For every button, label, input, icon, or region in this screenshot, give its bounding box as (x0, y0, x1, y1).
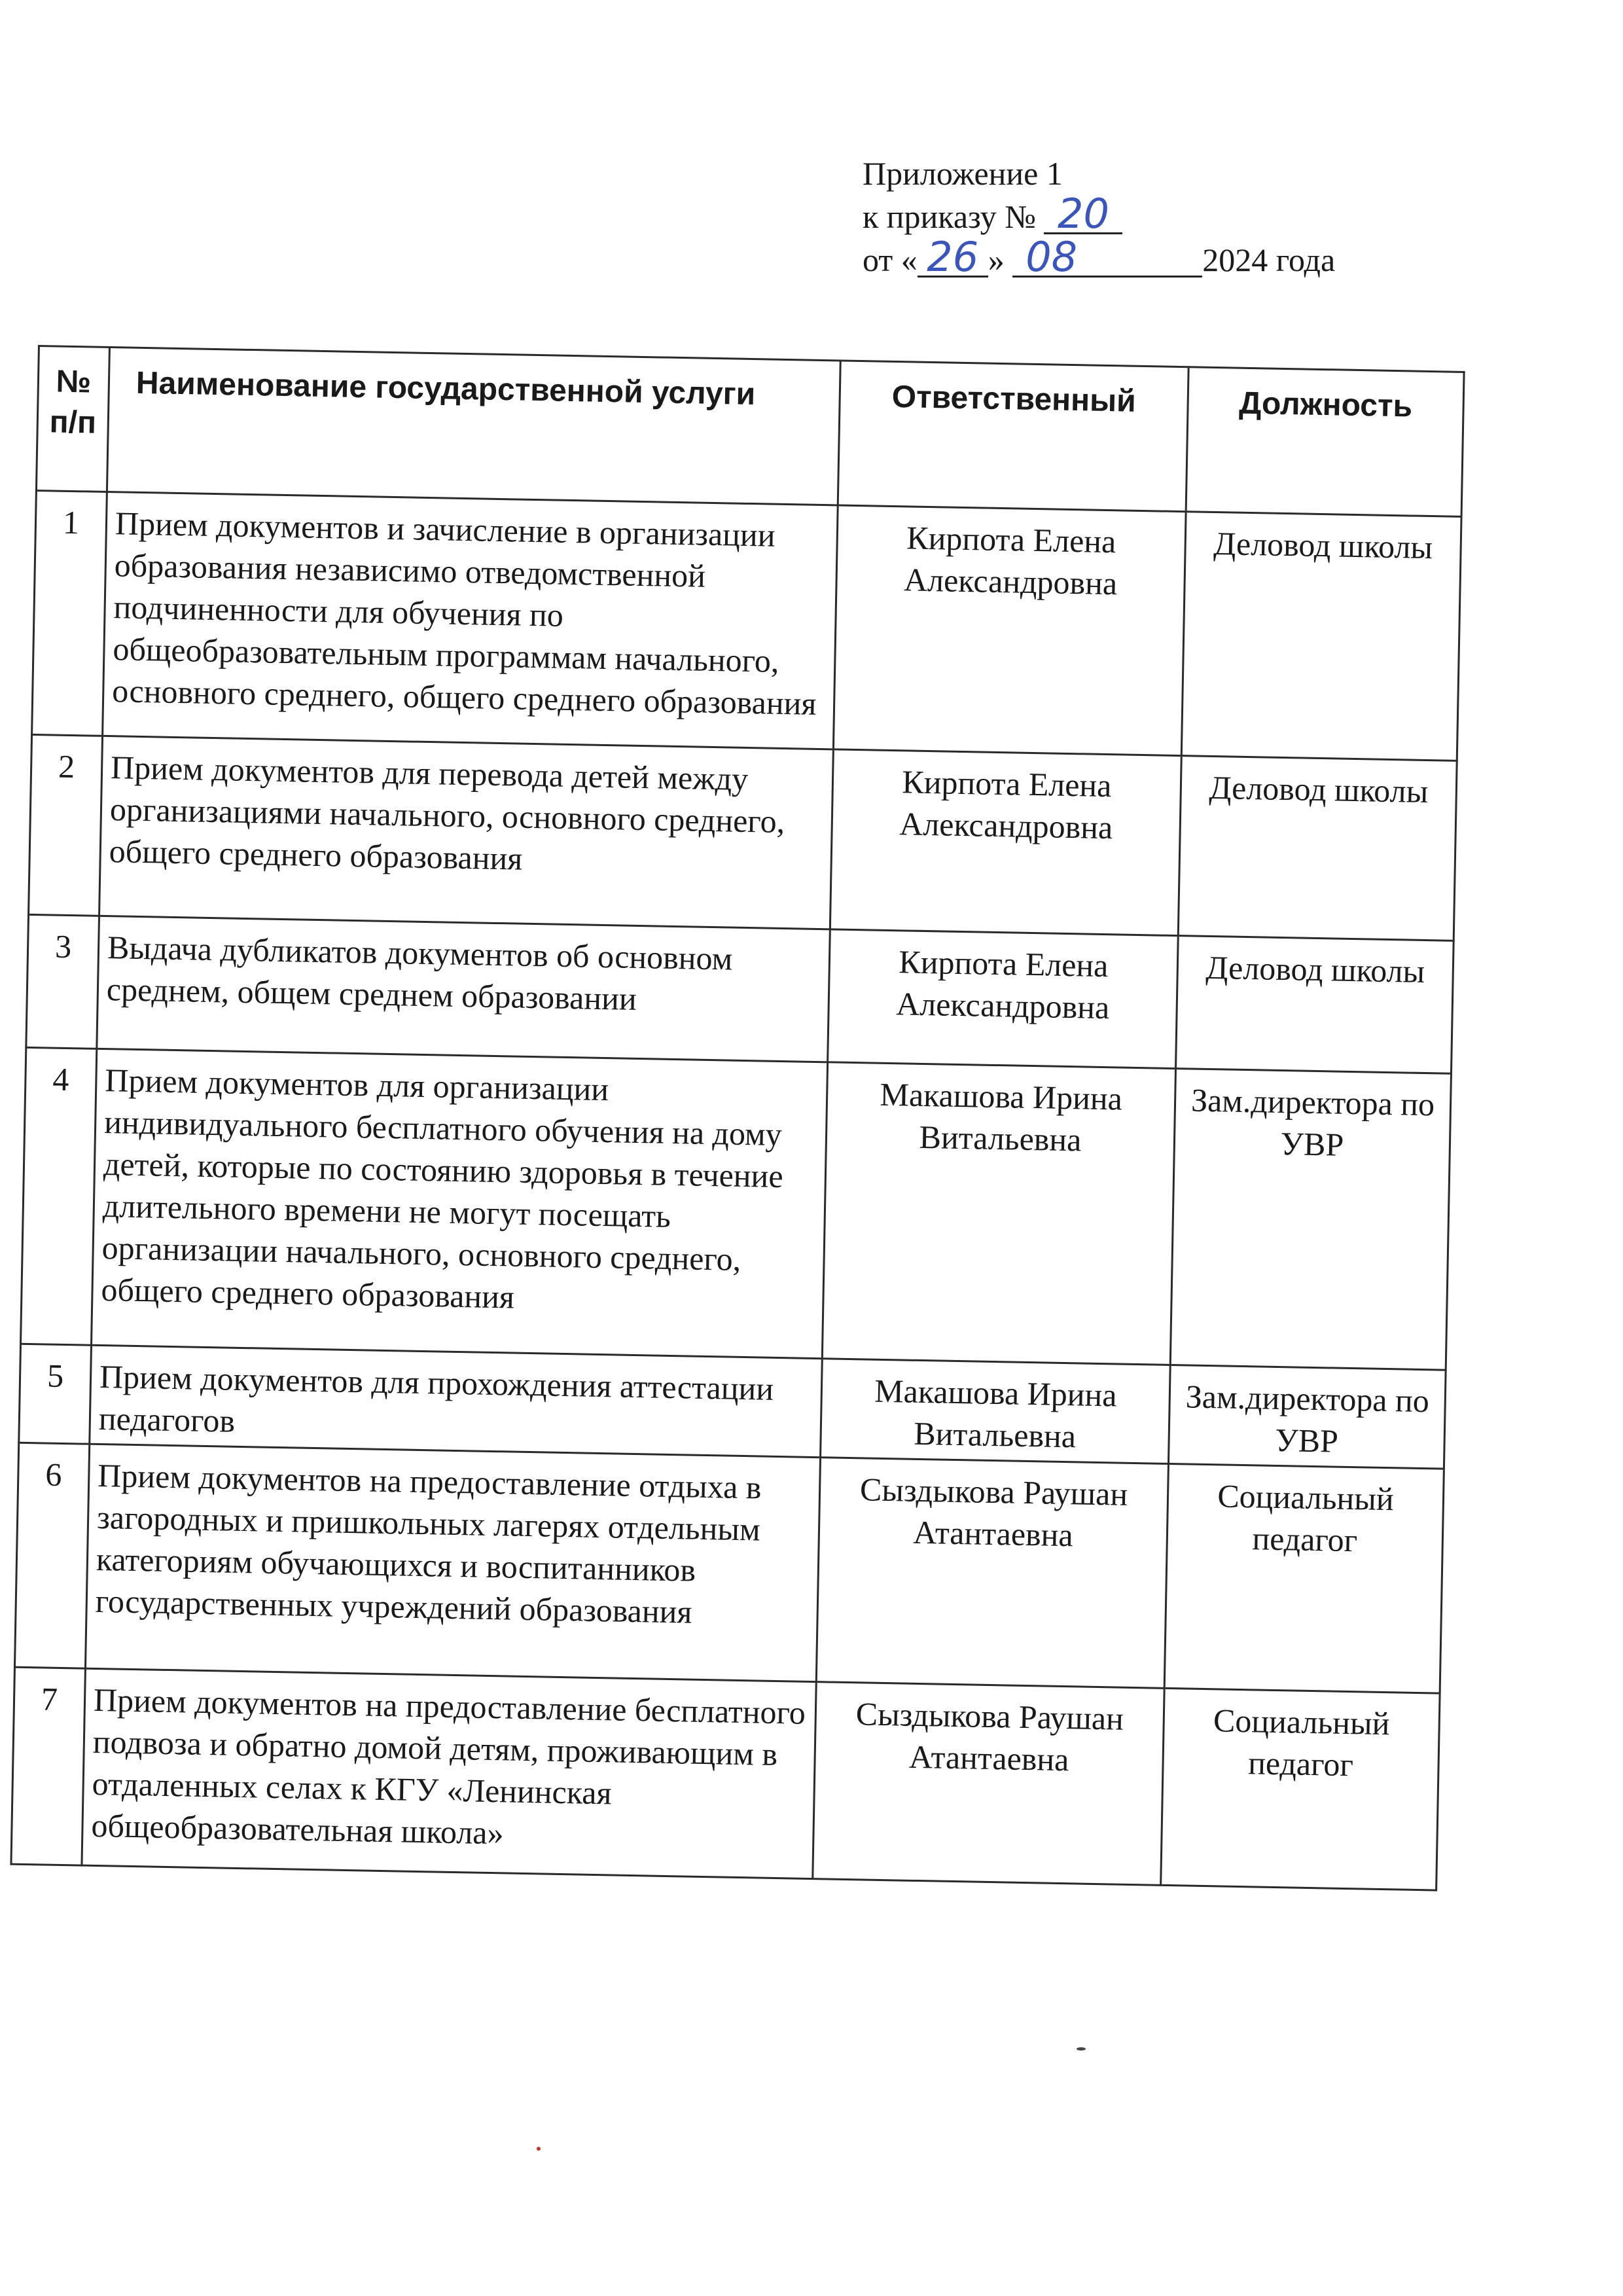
position: Деловод школы (1178, 756, 1457, 941)
responsible-person: Кирпота Елена Александровна (828, 929, 1179, 1069)
scan-speck (1077, 2047, 1086, 2051)
date-quote-close: » (988, 242, 1005, 278)
month-handwritten: 08 (1012, 239, 1202, 278)
appendix-header (863, 152, 1335, 281)
row-number: 7 (11, 1667, 85, 1865)
row-number: 2 (29, 734, 103, 916)
header-responsible: Ответственный (838, 361, 1188, 512)
service-name: Прием документов и зачисление в организации образования независимо отведомственной подчиненности для обучения по общеобразовательным программам начального, основного среднего, общего среднего образования (103, 492, 838, 749)
scan-speck (537, 2147, 541, 2151)
appendix-title: Приложение 1 (863, 155, 1063, 192)
responsible-person: Макашова Ирина Витальевна (822, 1062, 1175, 1365)
position: Зам.директора по УВР (1170, 1069, 1451, 1371)
responsible-person: Сыздыкова Раушан Атантаевна (816, 1458, 1168, 1689)
service-name: Выдача дубликатов документов об основном среднем, общем среднем образовании (97, 916, 830, 1062)
position: Зам.директора по УВР (1168, 1365, 1446, 1469)
order-number-line (863, 190, 1335, 238)
row-number: 5 (19, 1344, 92, 1444)
row-number: 1 (32, 490, 107, 736)
position: Социальный педагог (1164, 1463, 1444, 1693)
row-number: 6 (14, 1443, 89, 1668)
row-number: 3 (26, 914, 99, 1049)
service-name: Прием документов на предоставление бесплатного подвоза и обратно домой детям, проживающим в отдаленных селах к КГУ «Ленинская общеобразовательная школа» (82, 1668, 816, 1878)
date-prefix: от « (863, 242, 918, 278)
service-name: Прием документов для перевода детей между организациями начального, основного среднего, общего среднего образования (99, 736, 834, 929)
services-table (10, 345, 1465, 1892)
responsible-person: Макашова Ирина Витальевна (821, 1359, 1171, 1464)
responsible-person: Кирпота Елена Александровна (833, 505, 1186, 756)
table-row (32, 490, 1461, 761)
row-number: 4 (21, 1047, 97, 1345)
table-row (26, 914, 1454, 1073)
order-label: к приказу № (863, 198, 1036, 235)
header-service-name: Наименование государственной услуги (107, 348, 840, 505)
service-name: Прием документов для организации индивидуального бесплатного обучения на дому детей, которые по состоянию здоровья в течение длительного времени не могут посещать организации начального, основного среднего, общего среднего образования (92, 1049, 828, 1358)
order-number-handwritten: 20 (1044, 196, 1122, 234)
service-name: Прием документов для прохождения аттестации педагогов (90, 1345, 823, 1457)
header-position: Должность (1186, 367, 1464, 517)
header-number: № п/п (36, 346, 109, 492)
responsible-person: Кирпота Елена Александровна (830, 749, 1181, 936)
responsible-person: Сыздыкова Раушан Атантаевна (813, 1682, 1164, 1886)
table-header-row (36, 346, 1464, 517)
table-row (14, 1443, 1444, 1693)
service-name: Прием документов на предоставление отдыха в загородных и пришкольных лагерях отдельным категориям обучающихся и воспитанников государственных учреждений образования (85, 1444, 820, 1681)
table-row (11, 1667, 1440, 1890)
position: Деловод школы (1176, 936, 1454, 1074)
table-row (21, 1047, 1452, 1370)
position: Деловод школы (1181, 512, 1461, 761)
day-handwritten: 26 (918, 239, 988, 278)
table-row (29, 734, 1457, 941)
year-suffix: 2024 года (1202, 242, 1336, 278)
position: Социальный педагог (1161, 1688, 1440, 1890)
order-date-line (863, 233, 1336, 281)
